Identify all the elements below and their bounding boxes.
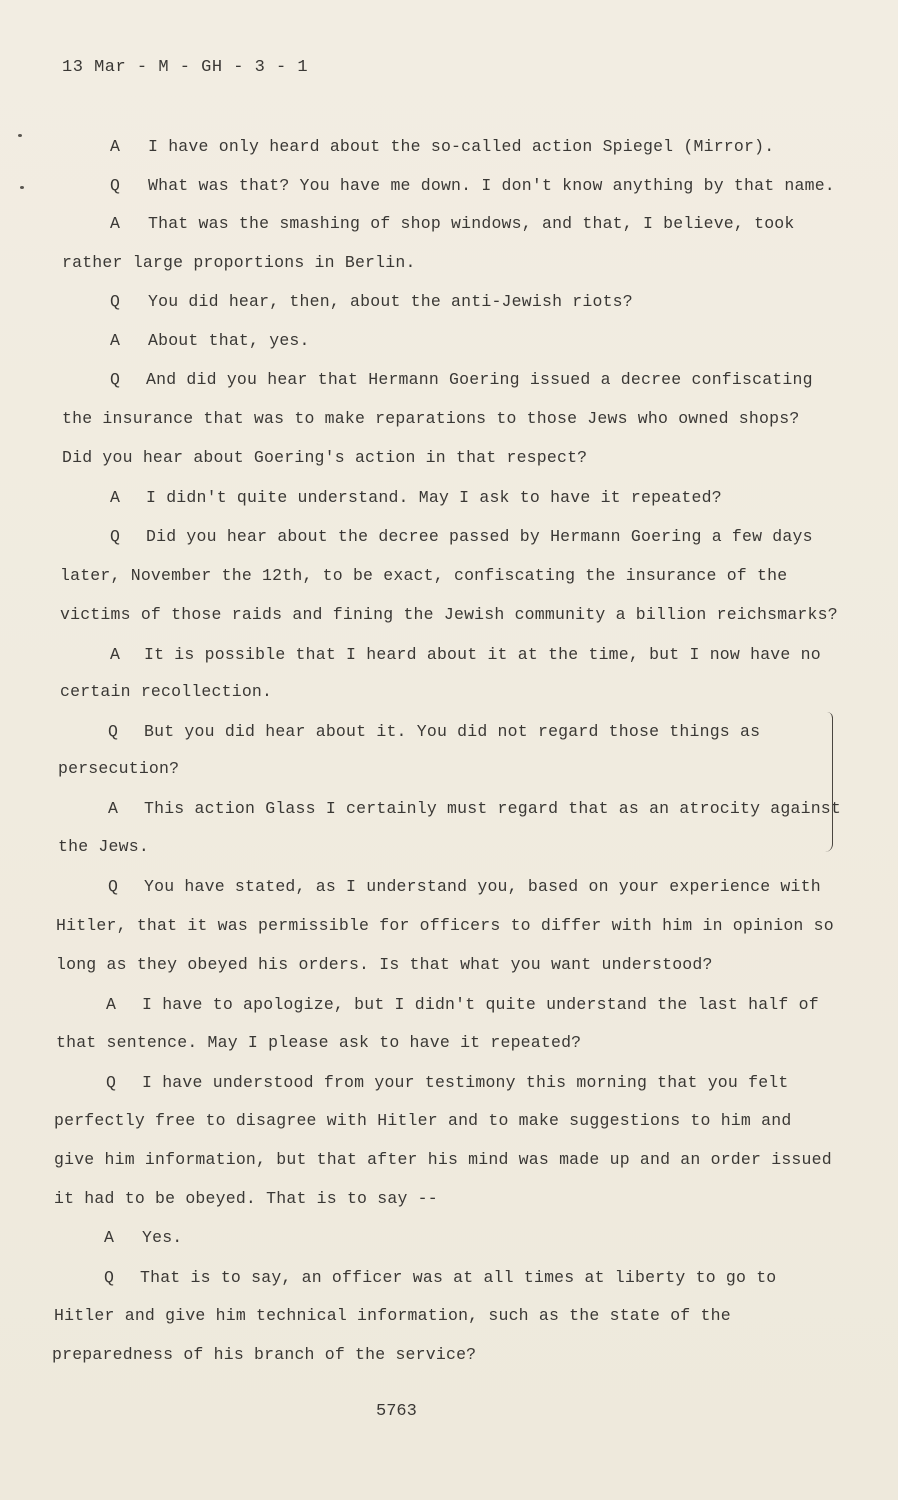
speaker-label: A: [110, 331, 121, 350]
speaker-label: Q: [106, 1073, 117, 1092]
line-text: certain recollection.: [60, 682, 273, 701]
speaker-label: A: [110, 645, 121, 664]
line-text: Yes.: [142, 1228, 183, 1247]
speaker-label: A: [110, 137, 121, 156]
line-text: perfectly free to disagree with Hitler and to make suggestions to him and: [54, 1111, 792, 1130]
page-number: 5763: [376, 1402, 417, 1421]
speaker-label: Q: [110, 292, 121, 311]
line-text: the insurance that was to make reparations to those Jews who owned shops?: [62, 409, 800, 428]
line-text: But you did hear about it. You did not regard those things as: [144, 722, 761, 741]
line-text: That was the smashing of shop windows, and that, I believe, took: [148, 214, 795, 233]
line-text: preparedness of his branch of the service?: [52, 1345, 477, 1364]
line-text: I have understood from your testimony this morning that you felt: [142, 1073, 789, 1092]
line-text: What was that? You have me down. I don't know anything by that name.: [148, 176, 835, 195]
line-text: Hitler and give him technical information, such as the state of the: [54, 1306, 731, 1325]
speaker-label: Q: [108, 722, 119, 741]
line-text: And did you hear that Hermann Goering issued a decree confiscating: [146, 370, 813, 389]
speaker-label: A: [110, 214, 121, 233]
line-text: that sentence. May I please ask to have it repeated?: [56, 1033, 582, 1052]
speaker-label: Q: [108, 877, 119, 896]
margin-mark: [18, 134, 22, 137]
line-text: About that, yes.: [148, 331, 310, 350]
speaker-label: A: [110, 488, 121, 507]
line-text: This action Glass I certainly must regard that as an atrocity against: [144, 799, 842, 818]
line-text: persecution?: [58, 759, 180, 778]
line-text: You have stated, as I understand you, based on your experience with: [144, 877, 821, 896]
line-text: I didn't quite understand. May I ask to have it repeated?: [146, 488, 722, 507]
line-text: Hitler, that it was permissible for officers to differ with him in opinion so: [56, 916, 834, 935]
line-text: That is to say, an officer was at all times at liberty to go to: [140, 1268, 777, 1287]
speaker-label: A: [104, 1228, 115, 1247]
line-text: Did you hear about the decree passed by Hermann Goering a few days: [146, 527, 813, 546]
margin-bracket: [824, 712, 833, 852]
line-text: I have only heard about the so-called action Spiegel (Mirror).: [148, 137, 775, 156]
line-text: later, November the 12th, to be exact, confiscating the insurance of the: [60, 566, 788, 585]
speaker-label: Q: [110, 176, 121, 195]
line-text: You did hear, then, about the anti-Jewish riots?: [148, 292, 633, 311]
speaker-label: A: [106, 995, 117, 1014]
line-text: Did you hear about Goering's action in that respect?: [62, 448, 588, 467]
line-text: It is possible that I heard about it at the time, but I now have no: [144, 645, 821, 664]
line-text: it had to be obeyed. That is to say --: [54, 1189, 438, 1208]
margin-mark: [20, 186, 24, 189]
speaker-label: Q: [110, 370, 121, 389]
line-text: the Jews.: [58, 837, 149, 856]
line-text: rather large proportions in Berlin.: [62, 253, 416, 272]
page-header: 13 Mar - M - GH - 3 - 1: [62, 58, 309, 77]
speaker-label: Q: [104, 1268, 115, 1287]
line-text: I have to apologize, but I didn't quite understand the last half of: [142, 995, 819, 1014]
line-text: long as they obeyed his orders. Is that what you want understood?: [56, 955, 713, 974]
speaker-label: Q: [110, 527, 121, 546]
line-text: victims of those raids and fining the Jewish community a billion reichsmarks?: [60, 605, 838, 624]
line-text: give him information, but that after his mind was made up and an order issued: [54, 1150, 832, 1169]
speaker-label: A: [108, 799, 119, 818]
